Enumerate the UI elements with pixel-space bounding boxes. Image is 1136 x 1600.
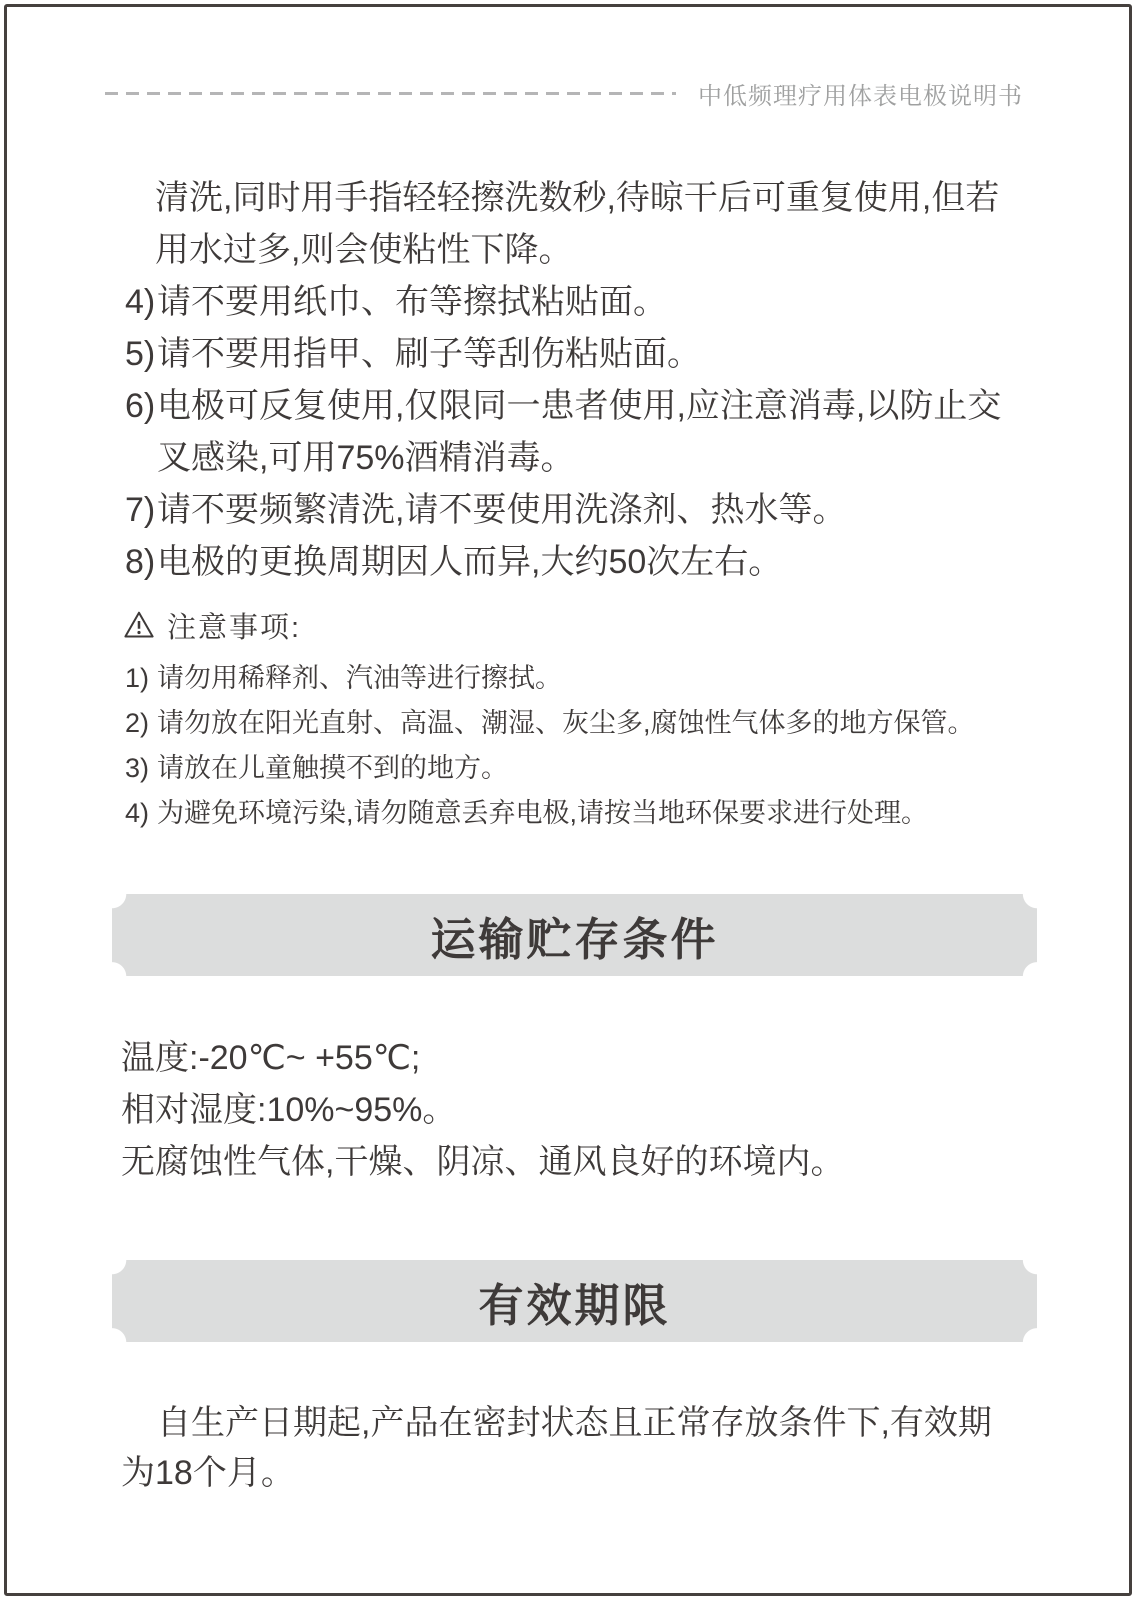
header-title: 中低频理疗用体表电极说明书: [698, 82, 1023, 110]
list-item-number: 4): [125, 798, 150, 828]
storage-environment-line: 无腐蚀性气体,干燥、阴凉、通风良好的环境内。: [121, 1143, 845, 1181]
storage-temperature-line: 温度:-20℃~ +55℃;: [121, 1039, 421, 1077]
list-item: [121, 484, 1025, 536]
list-item-number: 7): [125, 491, 156, 529]
list-item-text: 电极的更换周期因人而异,大约50次左右。: [157, 543, 783, 581]
warning-triangle-icon: [123, 609, 155, 641]
validity-section: [121, 1398, 1025, 1498]
list-item-text: 电极可反复使用,仅限同一患者使用,应注意消毒,以防止交叉感染,可用75%酒精消毒。: [157, 387, 1002, 477]
storage-conditions-section: [121, 1032, 1025, 1188]
list-item-number: 3): [125, 753, 150, 783]
cautions-section: [121, 604, 1025, 836]
list-item-text: 请不要频繁清洗,请不要使用洗涤剂、热水等。: [157, 491, 847, 529]
list-item: [121, 791, 1025, 836]
list-item-text: 请勿用稀释剂、汽油等进行擦拭。: [157, 663, 562, 693]
storage-humidity-line: 相对湿度:10%~95%。: [121, 1091, 457, 1129]
usage-continuation-paragraph: 清洗,同时用手指轻轻擦洗数秒,待晾干后可重复使用,但若用水过多,则会使粘性下降。: [155, 179, 1000, 269]
list-item: [121, 276, 1025, 328]
list-item: [121, 746, 1025, 791]
cautions-heading: [121, 604, 1025, 646]
transport-storage-banner-title: 运输贮存条件: [430, 913, 719, 965]
manual-page: [4, 4, 1132, 1596]
list-item-number: 5): [125, 335, 156, 373]
page-content: [7, 172, 1129, 1498]
cautions-heading-text: 注意事项:: [167, 611, 302, 644]
validity-banner: [112, 1260, 1037, 1342]
list-item-number: 1): [125, 663, 150, 693]
usage-instructions-section: [121, 172, 1025, 588]
list-item: [121, 536, 1025, 588]
list-item: [121, 380, 1025, 484]
list-item-text: 请放在儿童触摸不到的地方。: [157, 753, 508, 783]
list-item-number: 2): [125, 708, 150, 738]
page-header: [105, 78, 1023, 108]
header-dashed-line: [105, 92, 676, 95]
list-item: [121, 701, 1025, 746]
list-item-number: 6): [125, 387, 156, 425]
list-item-number: 8): [125, 543, 156, 581]
list-item-text: 请不要用纸巾、布等擦拭粘贴面。: [157, 283, 667, 321]
transport-storage-banner: [112, 894, 1037, 976]
list-item-text: 请不要用指甲、刷子等刮伤粘贴面。: [157, 335, 701, 373]
list-item-number: 4): [125, 283, 156, 321]
validity-banner-title: 有效期限: [478, 1279, 671, 1331]
list-item-text: 请勿放在阳光直射、高温、潮湿、灰尘多,腐蚀性气体多的地方保管。: [157, 708, 975, 738]
validity-paragraph: 自生产日期起,产品在密封状态且正常存放条件下,有效期为18个月。: [121, 1404, 992, 1492]
list-item-text: 为避免环境污染,请勿随意丢弃电极,请按当地环保要求进行处理。: [157, 798, 929, 828]
list-item: [121, 656, 1025, 701]
cautions-list: [121, 656, 1025, 836]
list-item: [121, 328, 1025, 380]
